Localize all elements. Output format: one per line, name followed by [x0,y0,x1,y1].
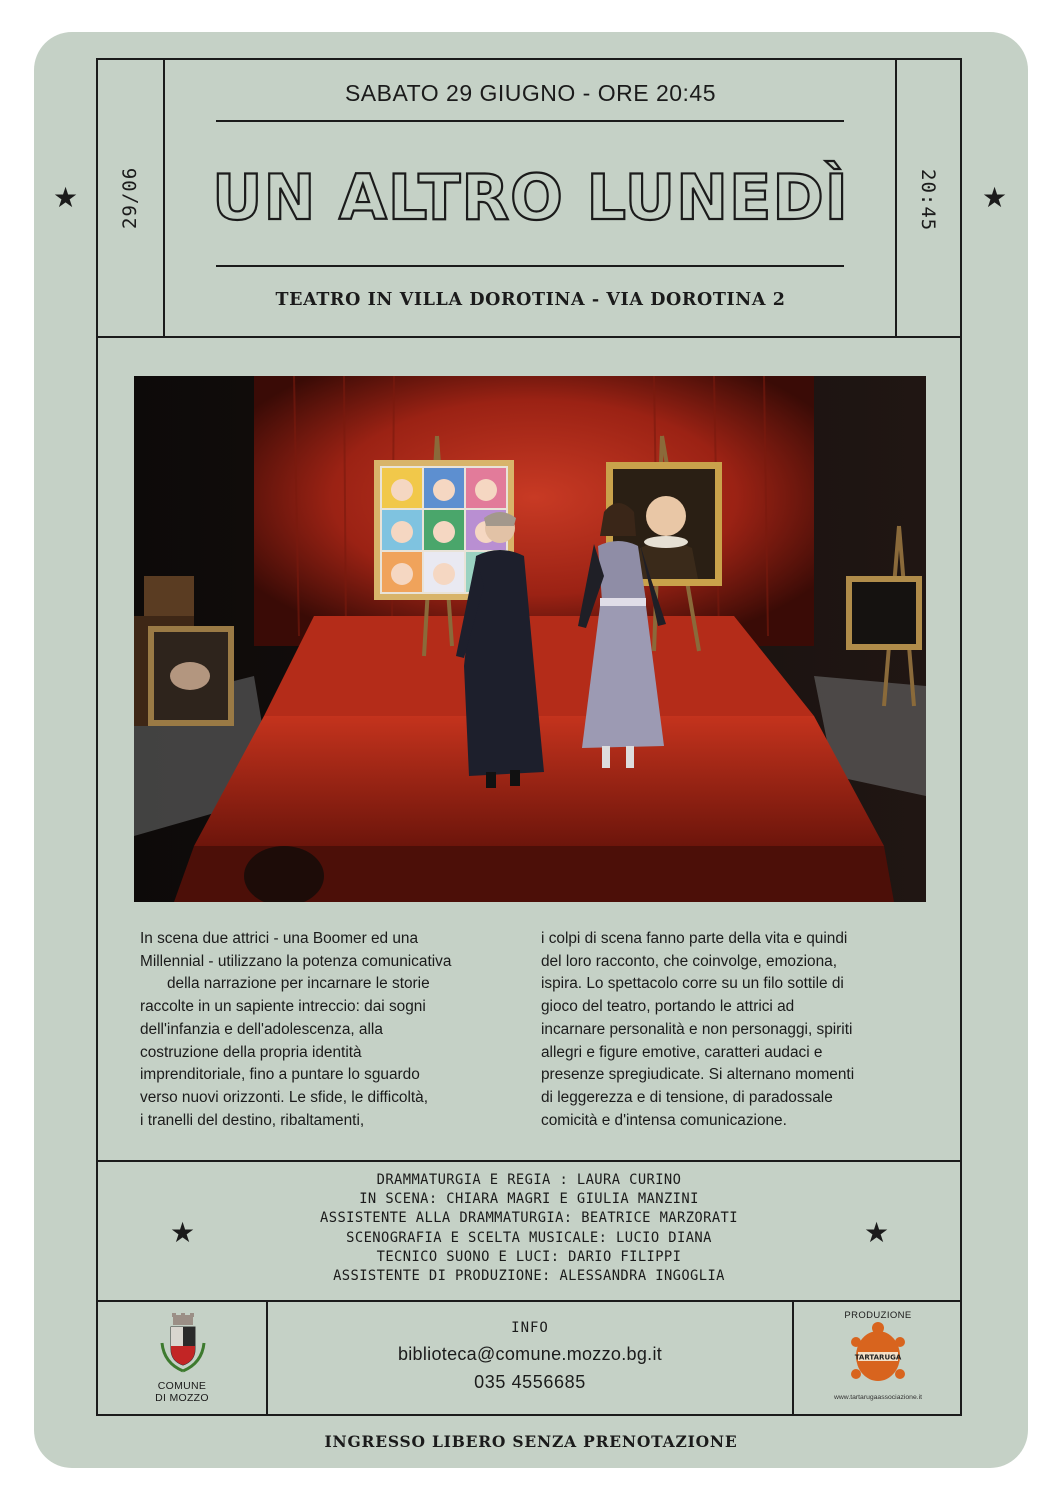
description-line: comicità e d'intensa comunicazione. [541,1111,787,1129]
description-line: della narrazione per incarnare le storie [167,975,430,993]
comune-label [140,1380,224,1404]
star-icon: ★ [864,1217,890,1248]
credits-list [98,1171,960,1286]
footer-note: INGRESSO LIBERO SENZA PRENOTAZIONE [324,1432,738,1451]
info-label: INFO [511,1320,549,1336]
credit-line: ASSISTENTE ALLA DRAMMATURGIA: BEATRICE MARZORATI [320,1210,738,1227]
description-right [541,928,931,1132]
description-line: In scena due attrici - una Boomer ed una [140,930,419,947]
description-line: gioco del teatro, portando le attrici ad [541,998,795,1016]
description-line: i tranelli del destino, ribaltamenti, [140,1111,365,1129]
description-line: incarnare personalità e non personaggi, spiriti [541,1020,853,1038]
description-line: verso nuovi orizzonti. Le sfide, le difficoltà, [140,1088,429,1106]
contact-phone[interactable]: 035 4556685 [474,1372,586,1392]
description-line: allegri e figure emotive, caratteri audaci e [541,1043,823,1061]
date-time-line: SABATO 29 GIUGNO - ORE 20:45 [344,80,717,106]
description-line: raccolte in un sapiente intreccio: dai sogni [140,998,426,1016]
side-time: 20:45 [917,169,939,232]
show-title-text: UN ALTRO LUNEDÌ [212,161,849,234]
info-right-divider [792,1300,794,1416]
stage-photo [134,376,926,902]
venue-line: TEATRO IN VILLA DOROTINA - VIA DOROTINA 2 [275,290,786,310]
title-rule-bottom [216,265,844,267]
credit-line: IN SCENA: CHIARA MAGRI E GIULIA MANZINI [359,1191,699,1208]
comune-line: DI MOZZO [155,1392,209,1404]
side-date: 29/06 [119,166,141,229]
title-rule-top [216,120,844,122]
logo-text: TARTARUGA [854,1353,902,1362]
credit-line: DRAMMATURGIA E REGIA : LAURA CURINO [376,1172,682,1188]
description-line: presenze spregiudicate. Si alternano momenti [541,1066,855,1084]
description-line: di leggerezza e di tensione, di paradossale [541,1088,833,1106]
description-line: ispira. Lo spettacolo corre su un filo sottile di [541,975,844,993]
star-icon: ★ [982,182,1008,213]
description-left [140,928,530,1132]
contact-email[interactable]: biblioteca@comune.mozzo.bg.it [397,1344,663,1364]
produzione-url[interactable]: www.tartarugaassociazione.it [833,1394,923,1401]
description-line: del loro racconto, che coinvolge, emoziona, [541,952,838,970]
star-icon: ★ [170,1217,196,1248]
description-line: Millennial - utilizzano la potenza comunicativa [140,952,452,970]
produzione-label: PRODUZIONE [844,1310,912,1321]
description-line: costruzione della propria identità [140,1043,362,1061]
turtle-logo-icon [848,1322,908,1388]
description-line: i colpi di scena fanno parte della vita e quindi [541,930,848,947]
credit-line: ASSISTENTE DI PRODUZIONE: ALESSANDRA INGOGLIA [333,1268,725,1285]
description-line: imprenditoriale, fino a puntare lo sguardo [140,1066,420,1084]
stage-photo-illustration [134,376,926,902]
show-title [165,160,896,236]
coat-of-arms-icon [158,1313,208,1375]
credit-line: SCENOGRAFIA E SCELTA MUSICALE: LUCIO DIANA [346,1229,712,1246]
star-icon: ★ [53,182,79,213]
comune-line: COMUNE [157,1380,207,1392]
description-line: dell'infanzia e dell'adolescenza, alla [140,1020,383,1038]
credit-line: TECNICO SUONO E LUCI: DARIO FILIPPI [376,1248,682,1265]
